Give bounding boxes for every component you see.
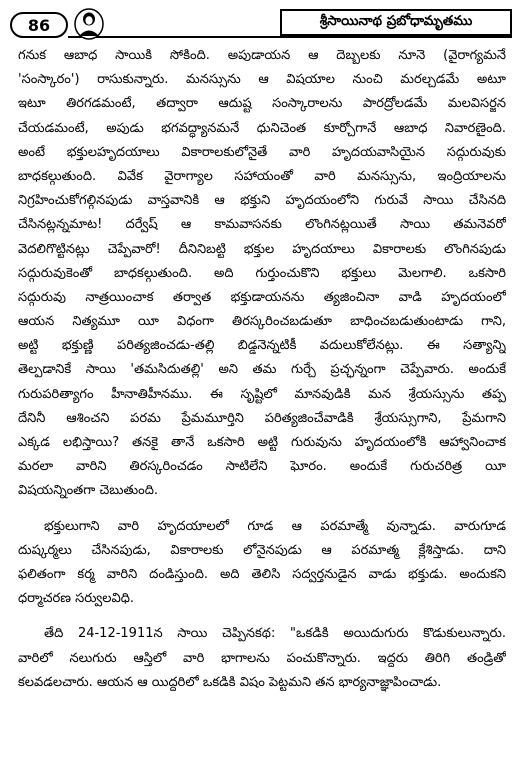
text-line: సద్గురువుకెంతో బాధకల్గుతుంది. అది గుర్తుంచుకొని భక్తులు మెలగాలి. ఒకసారి [18, 265, 506, 281]
text-line: చేసినట్లన్నమాట! దర్వేష్ ఆ కామవాసనకు లొంగినట్లయితే సాయి తమనెవరో [18, 217, 506, 233]
text-line: తెల్పడానికే సాయి 'తమసిదుతల్లి' అని తమ గుర్చే ప్రచ్ఛన్నంగా చెప్పేవారు. అందుకే [18, 362, 506, 378]
text-line: ఎక్కడ లభిస్తాయి? తనకై తానే ఒకసారి అట్టి గురువును హృదయంలోకి ఆహ్వానించాక [18, 435, 506, 450]
header-rule [68, 36, 512, 38]
text-line: గురుపరిత్యాగం హీనాతిహీనము. ఈ సృష్టిలో మానవుడికి మన శ్రేయస్సును తప్ప [18, 386, 506, 402]
text-line: దేనినీ ఆశించని పరమ ప్రేమమూర్తిని పరిత్యజించేవాడికి శ్రేయస్సుగాని, ప్రేమగాని [18, 410, 506, 426]
paragraph [18, 44, 506, 504]
text-line: విషయన్నింతగా చెబుతుంది. [18, 483, 159, 499]
book-title: శ్రీసాయినాథ ప్రబోధామృతము [280, 9, 512, 36]
text-line: తేది 24-12-1911న సాయి చెప్పినకథ: "ఒకడికి అయిదుగురు కొడుకులున్నారు. [44, 626, 506, 642]
page-number: 86 [10, 12, 68, 38]
text-line: చేయడమంటే, అపుడు భగవద్ధ్యానమనే ధునిచెంత కూర్చోగానే ఆబాధ నివారణైంది. [18, 120, 506, 136]
text-line: నిగ్రహించుకోగల్గినపుడు వాస్తవానికి ఆ భక్తుని హృదయంలోని గురువే సాయి చేసినది [18, 193, 506, 209]
saibaba-portrait-icon [74, 8, 104, 40]
text-line: ఫలితంగా కర్మ వారిని దండిస్తుంది. అది తెలిసి సద్వర్తనుడైన వాడు భక్తుడు. అందుకని [18, 566, 506, 582]
text-line: అంటే భక్తులహృదయాలు వికారాలకులోనైతే వారి హృదయవాసియైన సద్గురువుకు [18, 144, 506, 160]
text-line: దుష్కర్మలు చేసినపుడు, వికారాలకు లోనైనపుడు ఆ పరమాత్మ క్లేశిస్తాడు. దాని [18, 542, 506, 558]
text-line: కలవడలచారు. ఆయన ఆ యిద్దరిలో ఒకడికి విషం పెట్టమని తన భార్యనాజ్ఞాపించాడు. [18, 674, 442, 690]
text-line: వెదలిగొట్టినట్లు చెప్పేవారో! దీనినిబట్టి భక్తుల హృదయాలు వికారాలకు లొంగినపుడు [18, 241, 506, 257]
text-line: అట్టి భక్తుణ్ణి పరిత్యజించడు-తల్లి బిడ్డనెన్నటికీ వదులుకోలేనట్లు. ఈ సత్యాన్ని [18, 338, 506, 354]
text-line: భక్తులుగాని వారి హృదయాలలో గూడ ఆ పరమాత్మే వున్నాడు. వారుగూడ [44, 518, 506, 534]
text-line: బాధకల్గుతుంది. వివేక వైరాగ్యాల సహాయంతో వారి మనస్సును, ఇంద్రియాలను [18, 168, 506, 184]
paragraph [18, 515, 506, 612]
text-line: ధర్మాచరణ సర్వులవిధి. [18, 591, 135, 607]
text-line: మరలా వారిని తిరస్కరించడం సాటిలేని ఘోరం. అందుకే గురుచరిత్ర యీ [18, 459, 506, 475]
text-line: సద్గురువు నాత్రయించాక తర్వాత భక్తుడాయనను త్యజించినా వాడి హృదయంలో [18, 289, 506, 305]
page-body [18, 44, 506, 695]
page-header [10, 8, 512, 44]
paragraph [18, 622, 506, 695]
paragraph-gap [18, 611, 506, 622]
paragraph-gap [18, 504, 506, 515]
text-line: వారిలో నలుగురు ఆస్తిలో వారి భాగాలను పంచుకొన్నారు. ఇద్దరు తిరిగి తండ్రితో [18, 650, 506, 666]
text-line: 'సంస్కారం') రాసుకున్నారు. మనస్సును ఆ విషయాల నుంచి మరల్చడమే అటూ [18, 72, 506, 88]
text-line: గనుక ఆబాధ సాయికి సోకింది. అపుడాయన ఆ దెబ్బలకు నూనె (వైరాగ్యమనే [18, 48, 506, 63]
text-line: ఇటూ తిరగడమంటే, తద్వారా ఆదుష్ట సంస్కారాలను పారద్రోలడమే మలవిసర్జన [18, 96, 506, 112]
text-line: ఆయన నిత్యమూ యీ విధంగా తిరస్కరించబడుతూ బాధించబడుతుంటాడు గాని, [18, 314, 506, 330]
